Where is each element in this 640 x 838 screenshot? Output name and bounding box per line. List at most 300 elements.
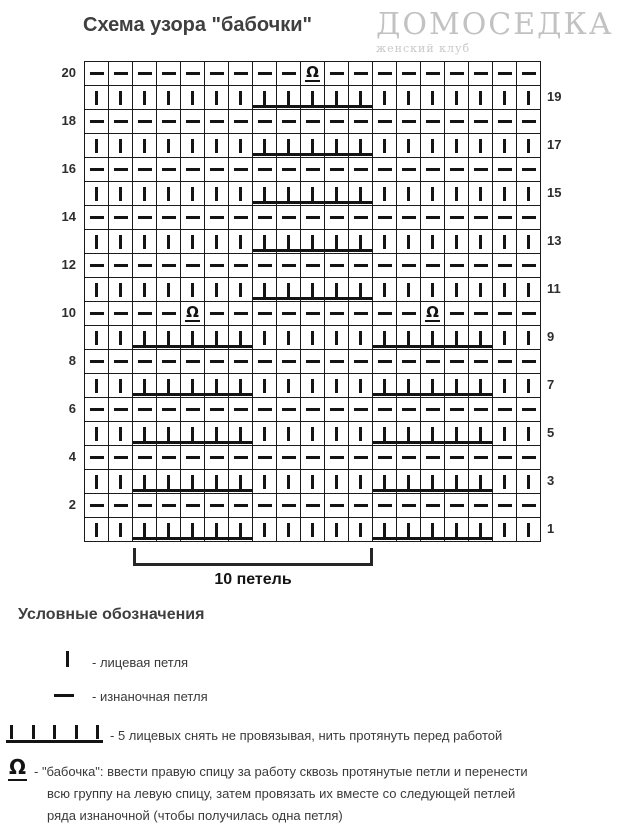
knit-stitch-icon: [287, 139, 290, 153]
chart-cell: [349, 326, 373, 350]
chart-cell: [181, 374, 205, 398]
purl-stitch-icon: [234, 72, 248, 75]
knit-stitch-icon: [335, 283, 338, 297]
purl-stitch-icon: [522, 216, 536, 219]
row-number: 4: [68, 449, 76, 464]
chart-cell: [109, 446, 133, 470]
chart-cell: [301, 158, 325, 182]
knit-stitch-icon: [167, 187, 170, 201]
chart-cell: [277, 518, 301, 542]
chart-cell: [253, 398, 277, 422]
purl-stitch-icon: [258, 168, 272, 171]
purl-stitch-icon: [354, 168, 368, 171]
purl-stitch-icon: [90, 360, 104, 363]
knit-stitch-icon: [239, 235, 242, 249]
knit-stitch-icon: [263, 283, 266, 297]
purl-stitch-icon: [378, 312, 392, 315]
legend-item-slip5: - 5 лицевых снять не провязывая, нить протянуть перед работой: [110, 728, 503, 743]
purl-stitch-icon: [210, 360, 224, 363]
knit-stitch-icon: [119, 427, 122, 441]
chart-cell: [445, 350, 469, 374]
chart-cell: [373, 182, 397, 206]
row-number: 13: [547, 233, 562, 248]
chart-cell: [325, 110, 349, 134]
row-number: 6: [68, 401, 76, 416]
chart-cell: [445, 326, 469, 350]
chart-cell: [373, 326, 397, 350]
knit-stitch-icon: [383, 283, 386, 297]
purl-stitch-icon: [234, 504, 248, 507]
row-number: 9: [547, 329, 555, 344]
purl-stitch-icon: [402, 360, 416, 363]
knit-stitch-icon: [311, 139, 314, 153]
chart-cell: [205, 230, 229, 254]
purl-stitch-icon: [330, 120, 344, 123]
chart-cell: [493, 110, 517, 134]
chart-cell: [469, 350, 493, 374]
chart-cell: [229, 350, 253, 374]
chart-cell: [229, 470, 253, 494]
chart-cell: [85, 62, 109, 86]
chart-cell: [421, 86, 445, 110]
chart-cell: [85, 446, 109, 470]
chart-cell: [133, 446, 157, 470]
chart-cell: [445, 206, 469, 230]
knit-stitch-icon: [383, 379, 386, 393]
chart-cell: [445, 470, 469, 494]
knit-stitch-icon: [479, 187, 482, 201]
row-number: 11: [547, 281, 561, 296]
chart-cell: [373, 110, 397, 134]
purl-stitch-icon: [210, 456, 224, 459]
knit-stitch-icon: [359, 187, 362, 201]
knit-stitch-icon: [215, 91, 218, 105]
chart-cell: [421, 518, 445, 542]
chart-cell: [493, 470, 517, 494]
purl-stitch-icon: [162, 72, 176, 75]
knit-stitch-icon: [239, 283, 242, 297]
chart-cell: [493, 326, 517, 350]
purl-stitch-icon: [186, 72, 200, 75]
purl-stitch-icon: [138, 312, 152, 315]
chart-cell: [349, 446, 373, 470]
knit-stitch-icon: [455, 379, 458, 393]
chart-cell: [421, 134, 445, 158]
purl-stitch-icon: [186, 360, 200, 363]
purl-stitch-icon: [186, 216, 200, 219]
legend-item-knit: - лицевая петля: [92, 655, 189, 670]
row-number: 8: [68, 353, 76, 368]
row-number: 2: [68, 497, 76, 512]
chart-cell: [229, 230, 253, 254]
chart-cell: [397, 446, 421, 470]
purl-stitch-icon: [498, 168, 512, 171]
chart-cell: [133, 350, 157, 374]
chart-cell: [373, 158, 397, 182]
purl-stitch-icon: [162, 312, 176, 315]
purl-stitch-icon: [162, 216, 176, 219]
chart-cell: [157, 470, 181, 494]
chart-cell: [493, 254, 517, 278]
purl-stitch-icon: [426, 72, 440, 75]
chart-cell: [445, 374, 469, 398]
chart-cell: [229, 254, 253, 278]
knit-stitch-icon: [383, 139, 386, 153]
slip5-bar-icon: [96, 725, 99, 739]
chart-cell: [349, 398, 373, 422]
chart-cell: [349, 206, 373, 230]
purl-stitch-icon: [498, 312, 512, 315]
chart-cell: [349, 302, 373, 326]
purl-stitch-icon: [498, 456, 512, 459]
chart-cell: [397, 494, 421, 518]
chart-cell: [301, 110, 325, 134]
purl-stitch-icon: [498, 216, 512, 219]
chart-cell: [445, 278, 469, 302]
chart-cell: [445, 446, 469, 470]
knit-stitch-icon: [455, 91, 458, 105]
chart-cell: [397, 206, 421, 230]
purl-stitch-icon: [258, 264, 272, 267]
chart-cell: [445, 494, 469, 518]
knit-stitch-icon: [119, 523, 122, 537]
chart-cell: [181, 494, 205, 518]
knit-stitch-icon: [335, 427, 338, 441]
chart-cell: [517, 134, 541, 158]
purl-stitch-icon: [282, 456, 296, 459]
chart-cell: [277, 446, 301, 470]
chart-cell: [277, 398, 301, 422]
chart-cell: [445, 158, 469, 182]
chart-cell: [301, 326, 325, 350]
chart-cell: [301, 446, 325, 470]
row-numbers-left: [28, 61, 76, 541]
chart-cell: [421, 470, 445, 494]
chart-cell: [517, 62, 541, 86]
purl-stitch-icon: [498, 504, 512, 507]
chart-cell: [373, 230, 397, 254]
chart-cell: [421, 230, 445, 254]
chart-cell: [229, 158, 253, 182]
knit-stitch-icon: [95, 379, 98, 393]
chart-cell: [205, 110, 229, 134]
chart-cell: [349, 86, 373, 110]
chart-cell: [349, 518, 373, 542]
chart-cell: [349, 134, 373, 158]
purl-stitch-icon: [162, 168, 176, 171]
chart-cell: [517, 182, 541, 206]
purl-stitch-icon: [114, 72, 128, 75]
chart-cell: [229, 278, 253, 302]
chart-cell: [253, 446, 277, 470]
purl-stitch-icon: [306, 216, 320, 219]
chart-cell: [301, 278, 325, 302]
knit-stitch-icon: [527, 283, 530, 297]
knit-stitch-icon: [239, 427, 242, 441]
knit-stitch-icon: [311, 235, 314, 249]
purl-stitch-icon: [306, 408, 320, 411]
slip5-bar-icon: [75, 725, 78, 739]
knit-stitch-icon: [287, 523, 290, 537]
knit-stitch-icon: [239, 187, 242, 201]
chart-cell: [469, 230, 493, 254]
chart-cell: [325, 494, 349, 518]
purl-stitch-icon: [186, 264, 200, 267]
chart-cell: [229, 206, 253, 230]
chart-cell: [253, 230, 277, 254]
knit-stitch-icon: [215, 331, 218, 345]
chart-cell: [517, 494, 541, 518]
chart-cell: [493, 86, 517, 110]
purl-stitch-icon: [162, 504, 176, 507]
chart-cell: [469, 422, 493, 446]
row-number: 15: [547, 185, 562, 200]
chart-cell: [493, 230, 517, 254]
chart-cell: [493, 62, 517, 86]
chart-cell: [109, 278, 133, 302]
chart-cell: [349, 278, 373, 302]
chart-cell: [445, 398, 469, 422]
purl-stitch-icon: [306, 264, 320, 267]
chart-cell: [397, 158, 421, 182]
purl-stitch-icon: [138, 72, 152, 75]
chart-cell: [181, 446, 205, 470]
knit-stitch-icon: [215, 283, 218, 297]
purl-stitch-icon: [474, 264, 488, 267]
purl-stitch-icon: [210, 504, 224, 507]
chart-cell: [469, 182, 493, 206]
chart-cell: [325, 254, 349, 278]
row-number: 14: [61, 209, 76, 224]
chart-cell: [85, 374, 109, 398]
chart-cell: [133, 494, 157, 518]
purl-stitch-icon: [402, 408, 416, 411]
knit-stitch-icon: [527, 139, 530, 153]
knit-stitch-icon: [527, 331, 530, 345]
chart-cell: [373, 350, 397, 374]
chart-cell: [181, 254, 205, 278]
chart-cell: [85, 278, 109, 302]
purl-stitch-icon: [138, 216, 152, 219]
purl-stitch-icon: [450, 504, 464, 507]
purl-stitch-icon: [258, 120, 272, 123]
knit-stitch-icon: [215, 427, 218, 441]
chart-cell: [445, 134, 469, 158]
chart-cell: [109, 326, 133, 350]
chart-cell: [397, 230, 421, 254]
knit-stitch-icon: [191, 187, 194, 201]
chart-cell: [157, 158, 181, 182]
chart-cell: [181, 110, 205, 134]
knit-stitch-icon: [167, 379, 170, 393]
chart-cell: [349, 350, 373, 374]
purl-stitch-icon: [474, 456, 488, 459]
knit-stitch-icon: [335, 235, 338, 249]
chart-cell: [277, 470, 301, 494]
knit-stitch-icon: [95, 283, 98, 297]
chart-cell: [373, 374, 397, 398]
chart-cell: [325, 374, 349, 398]
chart-cell: [109, 86, 133, 110]
chart-cell: [373, 254, 397, 278]
chart-cell: [469, 494, 493, 518]
chart-cell: [85, 158, 109, 182]
purl-stitch-icon: [282, 72, 296, 75]
knit-stitch-icon: [263, 331, 266, 345]
chart-cell: [229, 422, 253, 446]
chart-cell: [277, 62, 301, 86]
knit-stitch-icon: [407, 187, 410, 201]
chart-cell: [253, 278, 277, 302]
chart-cell: [229, 326, 253, 350]
purl-stitch-icon: [402, 120, 416, 123]
knit-stitch-icon: [287, 283, 290, 297]
chart-cell: [373, 398, 397, 422]
knit-stitch-icon: [167, 427, 170, 441]
purl-stitch-icon: [426, 264, 440, 267]
purl-stitch-icon: [474, 504, 488, 507]
purl-stitch-icon: [450, 168, 464, 171]
chart-cell: [301, 302, 325, 326]
purl-stitch-icon: [282, 504, 296, 507]
purl-stitch-icon: [378, 456, 392, 459]
chart-cell: [493, 278, 517, 302]
chart-cell: [157, 230, 181, 254]
legend-butterfly-line: всю группу на левую спицу, затем провязать их вместе со следующей петлей: [47, 786, 516, 801]
chart-cell: [421, 350, 445, 374]
chart-cell: [157, 422, 181, 446]
chart-cell: [109, 62, 133, 86]
chart-cell: [277, 350, 301, 374]
chart-cell: [133, 398, 157, 422]
purl-stitch-icon: [258, 312, 272, 315]
knit-stitch-icon: [263, 91, 266, 105]
purl-stitch-icon: [234, 456, 248, 459]
chart-cell: [205, 302, 229, 326]
knit-stitch-icon: [455, 331, 458, 345]
purl-stitch-icon: [186, 120, 200, 123]
chart-cell: [301, 470, 325, 494]
knit-stitch-icon: [359, 139, 362, 153]
slip5-bar-icon: [10, 725, 13, 739]
chart-cell: [133, 254, 157, 278]
knit-stitch-icon: [359, 283, 362, 297]
chart-cell: [109, 230, 133, 254]
chart-cell: [517, 398, 541, 422]
knit-stitch-icon: [239, 379, 242, 393]
chart-cell: [181, 326, 205, 350]
knit-stitch-icon: [167, 475, 170, 489]
knit-stitch-icon: [95, 475, 98, 489]
chart-cell: [445, 254, 469, 278]
knit-stitch-icon: [407, 331, 410, 345]
chart-cell: [301, 86, 325, 110]
legend-item-butterfly: [34, 761, 554, 827]
legend-heading: Условные обозначения: [18, 606, 205, 623]
purl-stitch-icon: [474, 120, 488, 123]
chart-cell: [397, 134, 421, 158]
knit-stitch-icon: [479, 475, 482, 489]
knit-stitch-icon: [383, 523, 386, 537]
chart-cell: [157, 494, 181, 518]
purl-stitch-icon: [522, 264, 536, 267]
knit-stitch-icon: [479, 331, 482, 345]
chart-cell: [205, 206, 229, 230]
knit-stitch-icon: [95, 427, 98, 441]
purl-stitch-icon: [426, 408, 440, 411]
chart-cell: [253, 470, 277, 494]
chart-cell: [373, 470, 397, 494]
purl-stitch-icon: [522, 120, 536, 123]
purl-stitch-icon: [426, 504, 440, 507]
knit-stitch-icon: [479, 235, 482, 249]
chart-cell: [301, 62, 325, 86]
knit-stitch-icon: [215, 475, 218, 489]
chart-cell: [133, 326, 157, 350]
purl-stitch-icon: [114, 264, 128, 267]
knit-stitch-icon: [479, 427, 482, 441]
knit-stitch-icon: [167, 139, 170, 153]
chart-cell: [205, 374, 229, 398]
purl-stitch-icon: [402, 264, 416, 267]
knit-stitch-icon: [143, 427, 146, 441]
purl-stitch-icon: [522, 168, 536, 171]
chart-cell: [349, 374, 373, 398]
knit-stitch-icon: [167, 283, 170, 297]
chart-cell: [229, 518, 253, 542]
knit-stitch-icon: [263, 427, 266, 441]
knit-stitch-icon: [215, 379, 218, 393]
knit-stitch-icon: [239, 331, 242, 345]
chart-cell: [85, 494, 109, 518]
knit-stitch-icon: [311, 187, 314, 201]
purl-stitch-icon: [522, 312, 536, 315]
chart-cell: [301, 518, 325, 542]
chart-cell: [469, 374, 493, 398]
chart-cell: [469, 206, 493, 230]
purl-stitch-icon: [522, 504, 536, 507]
chart-cell: [469, 158, 493, 182]
row-number: 1: [547, 521, 555, 536]
chart-cell: [517, 422, 541, 446]
chart-cell: [493, 518, 517, 542]
chart-cell: [85, 182, 109, 206]
purl-stitch-icon: [114, 456, 128, 459]
chart-cell: [421, 110, 445, 134]
chart-cell: [421, 206, 445, 230]
chart-cell: [397, 326, 421, 350]
chart-cell: [133, 110, 157, 134]
chart-cell: [517, 302, 541, 326]
chart-cell: [205, 278, 229, 302]
chart-cell: [301, 134, 325, 158]
knit-stitch-icon: [95, 331, 98, 345]
knit-stitch-icon: [119, 91, 122, 105]
chart-cell: [349, 494, 373, 518]
purl-stitch-icon: [498, 408, 512, 411]
knit-stitch-icon: [359, 235, 362, 249]
knit-stitch-icon: [503, 379, 506, 393]
chart-cell: [517, 278, 541, 302]
chart-cell: [325, 446, 349, 470]
purl-stitch-icon: [210, 168, 224, 171]
chart-cell: [205, 350, 229, 374]
purl-stitch-icon: [330, 216, 344, 219]
chart-cell: [133, 518, 157, 542]
chart-cell: [229, 494, 253, 518]
chart-cell: [325, 350, 349, 374]
logo: [376, 7, 614, 55]
